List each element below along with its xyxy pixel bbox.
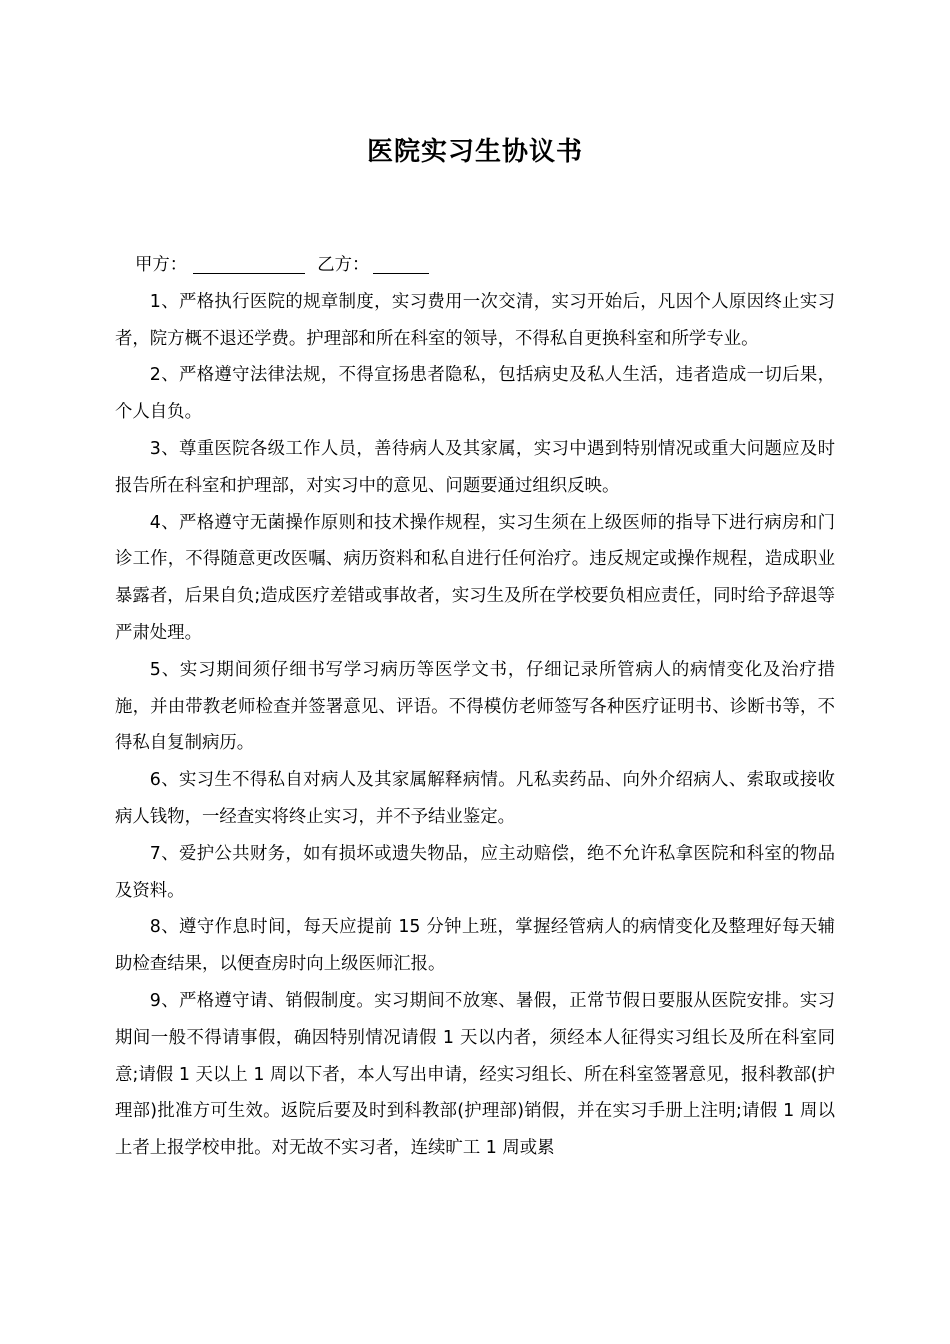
document-title: 医院实习生协议书 xyxy=(366,137,583,167)
party-b-label: 乙方： xyxy=(317,255,370,275)
clause-8: 8、遵守作息时间，每天应提前 15 分钟上班，掌握经管病人的病情变化及整理好每天辅助检查结果，以便查房时向上级医师汇报。 xyxy=(115,917,835,975)
clause-6: 6、实习生不得私自对病人及其家属解释病情。凡私卖药品、向外介绍病人、索取或接收病人钱物，一经查实将终止实习，并不予结业鉴定。 xyxy=(115,770,835,827)
party-b-blank xyxy=(373,255,429,274)
clause-5: 5、实习期间须仔细书写学习病历等医学文书，仔细记录所管病人的病情变化及治疗措施，并由带教老师检查并签署意见、评语。不得模仿老师签写各种医疗证明书、诊断书等，不得私自复制病历。 xyxy=(115,659,835,754)
parties-line xyxy=(115,247,835,284)
clause-1: 1、严格执行医院的规章制度，实习费用一次交清，实习开始后，凡因个人原因终止实习者，院方概不退还学费。护理部和所在科室的领导，不得私自更换科室和所学专业。 xyxy=(115,291,835,349)
clause-3: 3、尊重医院各级工作人员，善待病人及其家属，实习中遇到特别情况或重大问题应及时报告所在科室和护理部，对实习中的意见、问题要通过组织反映。 xyxy=(115,438,835,496)
party-a-label: 甲方： xyxy=(135,255,188,275)
party-a-blank xyxy=(193,255,305,274)
clause-7: 7、爱护公共财务，如有损坏或遗失物品，应主动赔偿，绝不允许私拿医院和科室的物品及资料。 xyxy=(115,843,835,901)
clause-9: 9、严格遵守请、销假制度。实习期间不放寒、暑假，正常节假日要服从医院安排。实习期间一般不得请事假，确因特别情况请假 1 天以内者，须经本人征得实习组长及所在科室同意;请假 1 天以上 1 周以下者，本人写出申请，经实习组长、所在科室签署意见，报科教部(护理部)批准方可生效。返院后要及时到科教部(护理部)销假，并在实习手册上注明;请假 1 周以上者上报学校申批。对无故不实习者，连续旷工 1 周或累 xyxy=(115,990,835,1159)
clause-2: 2、严格遵守法律法规，不得宣扬患者隐私，包括病史及私人生活，违者造成一切后果，个人自负。 xyxy=(115,365,835,423)
clause-4: 4、严格遵守无菌操作原则和技术操作规程，实习生须在上级医师的指导下进行病房和门诊工作，不得随意更改医嘱、病历资料和私自进行任何治疗。违反规定或操作规程，造成职业暴露者，后果自负;造成医疗差错或事故者，实习生及所在学校要负相应责任，同时给予辞退等严肃处理。 xyxy=(115,512,835,643)
document-body xyxy=(115,247,835,1167)
